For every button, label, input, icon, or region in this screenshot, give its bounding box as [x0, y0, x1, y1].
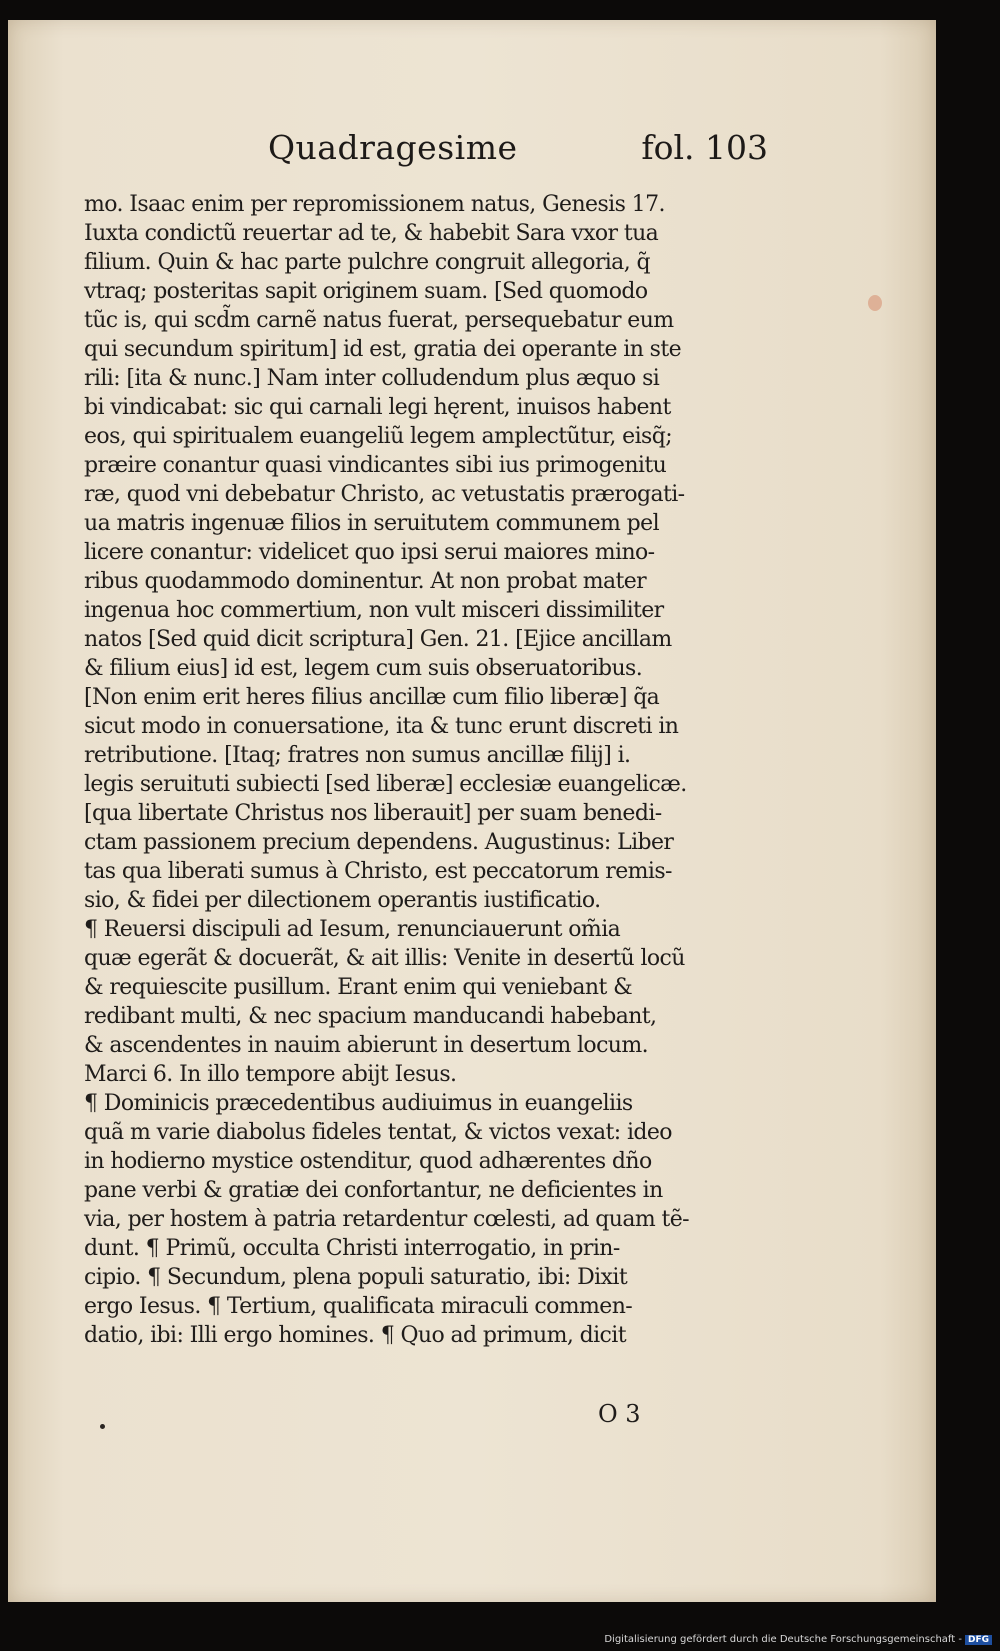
signature-mark: O 3	[598, 1400, 641, 1428]
text-line: cipio. ¶ Secundum, plena populi saturatio, ibi: Dixit	[84, 1265, 628, 1290]
book-page	[8, 20, 936, 1602]
dfg-logo: DFG	[965, 1635, 992, 1645]
text-line: bi vindicabat: sic qui carnali legi hęrent, inuisos habent	[84, 395, 671, 420]
text-line: retributione. [Itaq; fratres non sumus ancillæ filij] i.	[84, 743, 631, 768]
text-line: via, per hostem à patria retardentur cœlesti, ad quam tẽ-	[84, 1207, 690, 1232]
text-line: ¶ Dominicis præcedentibus audiuimus in euangeliis	[84, 1091, 633, 1116]
text-line: legis seruituti subiecti [sed liberæ] ecclesiæ euangelicæ.	[84, 772, 687, 797]
text-line: dunt. ¶ Primũ, occulta Christi interrogatio, in prin-	[84, 1236, 620, 1261]
text-line: rili: [ita & nunc.] Nam inter colludendum plus æquo si	[84, 366, 660, 391]
text-line: ua matris ingenuæ filios in seruitutem communem pel	[84, 511, 660, 536]
text-line: quã m varie diabolus fideles tentat, & victos vexat: ideo	[84, 1120, 672, 1145]
text-line: sicut modo in conuersatione, ita & tunc erunt discreti in	[84, 714, 679, 739]
paper-stain	[868, 295, 882, 311]
text-line: natos [Sed quid dicit scriptura] Gen. 21. [Ejice ancillam	[84, 627, 672, 652]
text-line: licere conantur: videlicet quo ipsi serui maiores mino-	[84, 540, 655, 565]
text-line: ergo Iesus. ¶ Tertium, qualificata miraculi commen-	[84, 1294, 633, 1319]
text-line: qui secundum spiritum] id est, gratia dei operante in ste	[84, 337, 682, 362]
text-line: ctam passionem precium dependens. Augustinus: Liber	[84, 830, 674, 855]
text-line: ¶ Reuersi discipuli ad Iesum, renunciauerunt om̃ia	[84, 917, 621, 942]
text-line: tas qua liberati sumus à Christo, est peccatorum remis-	[84, 859, 672, 884]
text-line: redibant multi, & nec spacium manducandi habebant,	[84, 1004, 657, 1029]
text-line: & ascendentes in nauim abierunt in desertum locum.	[84, 1033, 649, 1058]
digitization-credit	[604, 1634, 992, 1645]
text-line: & filium eius] id est, legem cum suis obseruatoribus.	[84, 656, 643, 681]
text-line: pane verbi & gratiæ dei confortantur, ne deficientes in	[84, 1178, 663, 1203]
text-line: filium. Quin & hac parte pulchre congruit allegoria, q̃	[84, 250, 650, 275]
text-line: mo. Isaac enim per repromissionem natus, Genesis 17.	[84, 192, 665, 217]
text-line: vtraq; posteritas sapit originem suam. [Sed quomodo	[84, 279, 648, 304]
body-text	[84, 190, 784, 1350]
text-line: datio, ibi: Illi ergo homines. ¶ Quo ad primum, dicit	[84, 1323, 626, 1348]
credit-text: Digitalisierung gefördert durch die Deutsche Forschungsgemeinschaft -	[604, 1634, 962, 1645]
text-line: sio, & fidei per dilectionem operantis iustificatio.	[84, 888, 601, 913]
text-line: [qua libertate Christus nos liberauit] per suam benedi-	[84, 801, 662, 826]
text-line: ribus quodammodo dominentur. At non probat mater	[84, 569, 647, 594]
text-line: tũc is, qui scd̃m carnẽ natus fuerat, persequebatur eum	[84, 308, 674, 333]
text-line: ræ, quod vni debebatur Christo, ac vetustatis prærogati-	[84, 482, 685, 507]
folio-number: fol. 103	[641, 128, 768, 167]
text-line: Marci 6. In illo tempore abijt Iesus.	[84, 1062, 457, 1087]
text-line: ingenua hoc commertium, non vult misceri dissimiliter	[84, 598, 664, 623]
text-line: præire conantur quasi vindicantes sibi ius primogenitu	[84, 453, 667, 478]
text-line: eos, qui spiritualem euangeliũ legem amplectũtur, eisq̃;	[84, 424, 673, 449]
page-footer	[88, 1400, 788, 1440]
text-line: [Non enim erit heres filius ancillæ cum filio liberæ] q̃a	[84, 685, 660, 710]
running-title: Quadragesime	[268, 128, 518, 167]
text-line: Iuxta condictũ reuertar ad te, & habebit Sara vxor tua	[84, 221, 659, 246]
ink-dot	[100, 1424, 105, 1429]
text-line: & requiescite pusillum. Erant enim qui veniebant &	[84, 975, 633, 1000]
text-line: in hodierno mystice ostenditur, quod adhærentes dño	[84, 1149, 652, 1174]
text-line: quæ egerãt & docuerãt, & ait illis: Venite in desertũ locũ	[84, 946, 685, 971]
page-header	[268, 128, 768, 178]
